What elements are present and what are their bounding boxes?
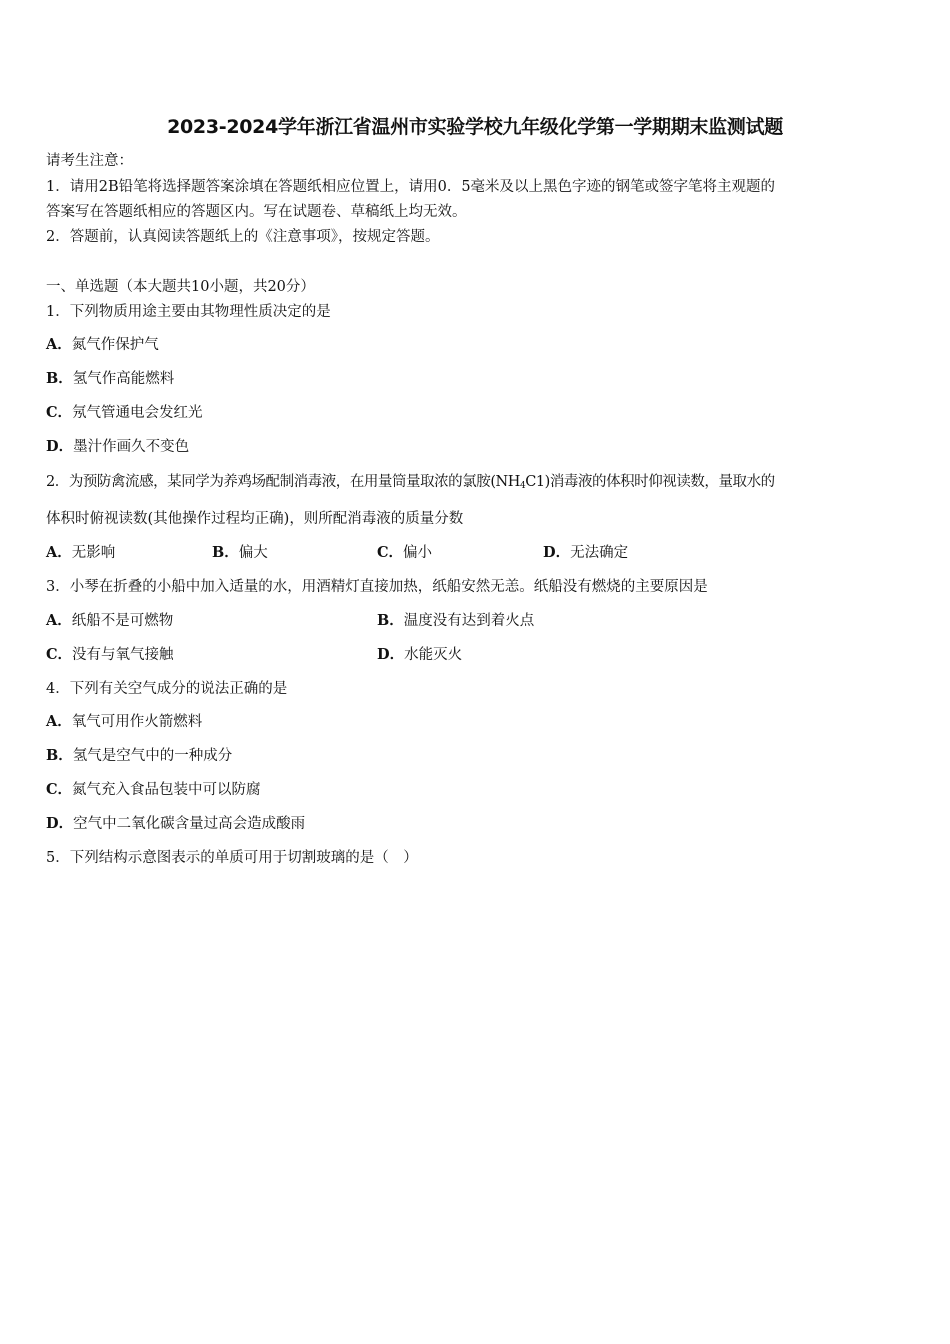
option-text: 没有与氧气接触 — [72, 647, 174, 663]
question-2-subscript: 4 — [519, 481, 526, 491]
question-3-option-d — [377, 646, 462, 664]
question-5-stem: 5．下列结构示意图表示的单质可用于切割玻璃的是（ ） — [46, 850, 418, 866]
option-letter: C． — [46, 404, 73, 421]
option-letter: D． — [46, 815, 74, 832]
option-text: 无影响 — [71, 545, 116, 561]
question-2-stem-line-2: 体积时俯视读数(其他操作过程均正确)，则所配消毒液的质量分数 — [46, 511, 464, 527]
option-text: 温度没有达到着火点 — [403, 613, 535, 629]
option-text: 水能灭火 — [404, 647, 463, 663]
exam-title: 2023-2024学年浙江省温州市实验学校九年级化学第一学期期末监测试题 — [167, 116, 783, 138]
notice-heading: 请考生注意： — [46, 153, 133, 169]
question-1-stem: 1．下列物质用途主要由其物理性质决定的是 — [46, 304, 331, 320]
question-4-option-b — [46, 747, 232, 765]
option-letter: D． — [543, 544, 571, 561]
notice-item-1-line-1: 1．请用2B铅笔将选择题答案涂填在答题纸相应位置上，请用0．5毫米及以上黑色字迹的钢笔或签字笔将主观题的 — [46, 179, 776, 195]
option-letter: C． — [46, 646, 73, 663]
question-1-option-b — [46, 370, 174, 388]
option-text: 氮气充入食品包装中可以防腐 — [72, 782, 261, 798]
question-4-option-d — [46, 815, 305, 833]
option-letter: B． — [46, 747, 73, 764]
question-2-stem-part-a: 2．为预防禽流感，某同学为养鸡场配制消毒液，在用量筒量取浓的氯胺(NH — [46, 474, 520, 490]
question-2-stem-part-b: C1)消毒液的体积时仰视读数，量取水的 — [525, 474, 775, 490]
question-3-option-c — [46, 646, 174, 664]
option-text: 偏小 — [403, 545, 433, 561]
question-3-stem: 3．小琴在折叠的小船中加入适量的水，用酒精灯直接加热，纸船安然无恙。纸船没有燃烧的主要原因是 — [46, 579, 708, 595]
option-letter: C． — [46, 781, 73, 798]
question-2-option-d — [543, 544, 628, 562]
question-1-option-a — [46, 336, 159, 354]
option-text: 偏大 — [238, 545, 268, 561]
question-2-stem-line-1 — [46, 473, 775, 495]
option-letter: A． — [46, 713, 72, 730]
option-text: 无法确定 — [570, 545, 629, 561]
notice-item-1-line-2: 答案写在答题纸相应的答题区内。写在试题卷、草稿纸上均无效。 — [46, 204, 467, 220]
option-letter: A． — [46, 336, 72, 353]
option-letter: C． — [377, 544, 404, 561]
option-letter: B． — [377, 612, 404, 629]
option-text: 纸船不是可燃物 — [71, 613, 174, 629]
question-3-option-b — [377, 612, 534, 630]
notice-item-2: 2．答题前，认真阅读答题纸上的《注意事项》，按规定答题。 — [46, 229, 440, 245]
question-4-option-c — [46, 781, 261, 799]
option-text: 墨汁作画久不变色 — [73, 439, 190, 455]
section-heading: 一、单选题（本大题共10小题，共20分） — [46, 279, 315, 295]
option-text: 氧气可用作火箭燃料 — [71, 714, 203, 730]
question-2-option-b — [212, 544, 268, 562]
option-letter: D． — [377, 646, 405, 663]
option-text: 空气中二氧化碳含量过高会造成酸雨 — [73, 816, 306, 832]
question-2-option-a — [46, 544, 115, 562]
question-1-option-c — [46, 404, 203, 422]
question-1-option-d — [46, 438, 189, 456]
option-letter: A． — [46, 612, 72, 629]
option-text: 氢气是空气中的一种成分 — [72, 748, 233, 764]
option-text: 氢气作高能燃料 — [72, 371, 175, 387]
question-2-option-c — [377, 544, 432, 562]
option-letter: B． — [212, 544, 239, 561]
question-3-option-a — [46, 612, 173, 630]
question-4-option-a — [46, 713, 202, 731]
question-4-stem: 4．下列有关空气成分的说法正确的是 — [46, 681, 288, 697]
option-letter: D． — [46, 438, 74, 455]
option-text: 氮气作保护气 — [71, 337, 159, 353]
option-text: 氖气管通电会发红光 — [72, 405, 203, 421]
option-letter: B． — [46, 370, 73, 387]
option-letter: A． — [46, 544, 72, 561]
